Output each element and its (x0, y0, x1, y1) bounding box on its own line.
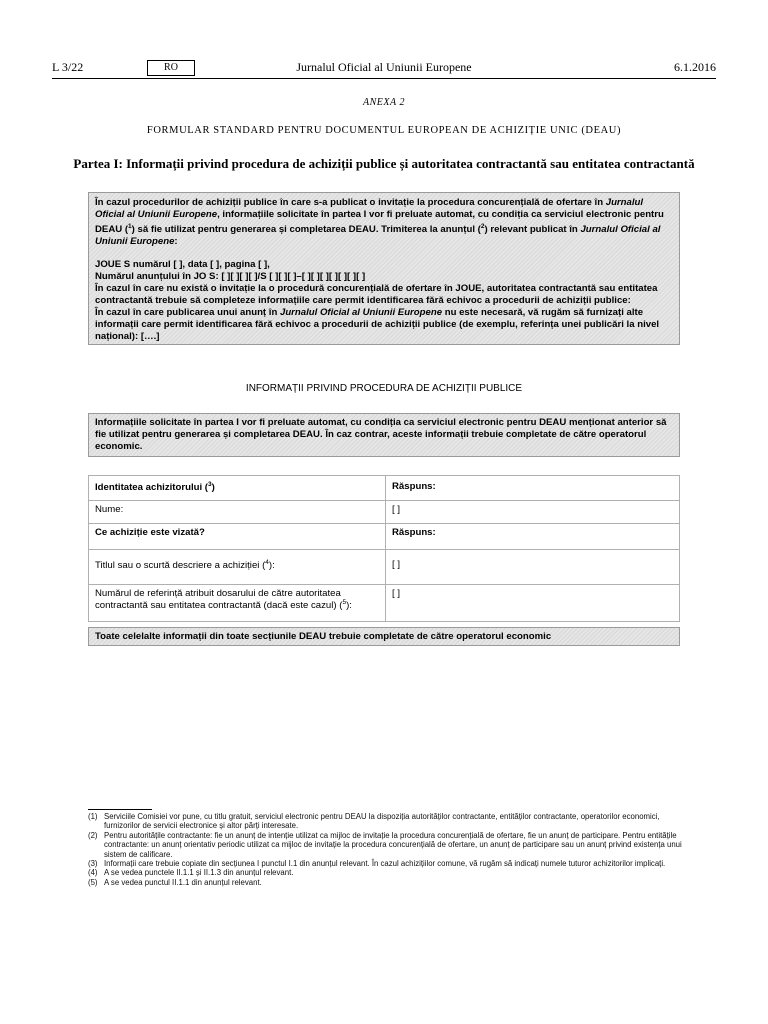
annex-label: ANEXA 2 (363, 97, 405, 108)
answer-header: Răspuns: (386, 524, 680, 550)
box1-intro: În cazul procedurilor de achiziții publice în care s-a publicat o invitație la procedura concurențială de ofertare în Jurnalul Oficial al Uniunii Europene, informațiile solicitate în partea I vor fi preluate automat, cu condiția ca serviciul electronic pentru DEAU ($^1$) să fie utilizat pentru generarea și completarea DEAU. Trimiterea la anunțul ($^2$) relevant publicat în Jurnalul Oficial al Uniunii Europene: (95, 197, 664, 248)
footnote: (2) Pentru autoritățile contractante: fie un anunț de intenție utilizat ca mijloc de invitație la procedura concurențială de ofertare, fie un anunț de participare. Pentru entitățile contractante: un anunț orientativ periodic utilizat ca mijloc de invitație la procedura concurențială de ofertare, un anunț de participare sau un anunț privind existența unui sistem de calificare. (88, 830, 682, 859)
form-title: FORMULAR STANDARD PENTRU DOCUMENTUL EUROPEAN DE ACHIZIȚIE UNIC (DEAU) (146, 125, 622, 136)
journal-title: Jurnalul Oficial al Uniunii Europene (296, 60, 472, 74)
joue-info-box (88, 192, 680, 345)
reference-number-label: Numărul de referință atribuit dosarului de către autoritatea contractantă sau entitatea contractantă (dacă este cazul) ($^5$): (89, 585, 386, 622)
procurement-subject-label: Ce achiziție este vizată? (89, 524, 386, 550)
table-row (89, 524, 680, 550)
page-reference: L 3/22 (52, 60, 84, 74)
table-row (89, 550, 680, 585)
language-badge: RO (147, 60, 195, 76)
name-label: Nume: (89, 501, 386, 524)
operator-completion-text: Toate celelalte informații din toate secțiunile DEAU trebuie completate de către operatorul economic (95, 631, 552, 642)
answer-header: Răspuns: (386, 476, 680, 501)
header-divider (52, 78, 716, 79)
title-description-label: Titlul sau o scurtă descriere a achiziției ($^4$): (89, 550, 386, 585)
joue-reference-line: JOUE S numărul [ ], data [ ], pagina [ ], (95, 259, 270, 271)
footnote: (1) Serviciile Comisiei vor pune, cu titlu gratuit, serviciul electronic pentru DEAU la dispoziția autorităților contractante, entităților contractante, operatorilor economici, furnizorilor de servicii electronice și altor părți interesate. (88, 812, 660, 831)
reference-answer-field[interactable]: [ ] (386, 585, 680, 622)
notice-number-line: Numărul anunțului în JO S: [ ][ ][ ][ ]/S [ ][ ][ ]–[ ][ ][ ][ ][ ][ ][ ] (95, 271, 366, 283)
section-title: INFORMAȚII PRIVIND PROCEDURA DE ACHIZIȚII PUBLICE (245, 383, 523, 394)
part-title: Partea I: Informații privind procedura de achiziții publice și autoritatea contractantă sau entitatea contractantă (73, 156, 695, 171)
no-invitation-paragraph: În cazul în care nu există o invitație la o procedură concurențială de ofertare în JOUE, autoritatea contractantă sau entitatea contractantă trebuie să completeze informațiile care permit identificarea fără echivoc a procedurii de achiziții publice: (95, 283, 658, 307)
publication-date: 6.1.2016 (674, 60, 716, 74)
auto-fill-notice-box (88, 413, 680, 457)
footnote: (5) A se vedea punctul II.1.1 din anunțul relevant. (88, 877, 262, 887)
footnote: (3) Informații care trebuie copiate din secțiunea I punctul I.1 din anunțul relevant. În cazul achizițiilor comune, vă rugăm să indicați numele tuturor achizitorilor implicați. (88, 859, 666, 869)
footnote-separator (88, 809, 152, 810)
name-answer-field[interactable]: [ ] (386, 501, 680, 524)
buyer-identity-label: Identitatea achizitorului ($^3$) (89, 476, 386, 501)
table-row (89, 476, 680, 501)
table-row (89, 501, 680, 524)
table-row (89, 585, 680, 622)
procurement-info-table (88, 475, 680, 622)
auto-fill-notice-text: Informațiile solicitate în partea I vor fi preluate automat, cu condiția ca serviciul electronic pentru DEAU menționat anterior să fie utilizat pentru generarea și completarea DEAU. În caz contrar, aceste informații trebuie completate de către operatorul economic. (95, 417, 667, 452)
no-publication-paragraph: În cazul în care publicarea unui anunț în Jurnalul Oficial al Uniunii Europene nu este necesară, vă rugăm să furnizați alte informații care permit identificarea fără echivoc a procedurii de achiziții publice (de exemplu, referința unei publicări la nivel național): [….] (95, 307, 660, 343)
title-answer-field[interactable]: [ ] (386, 550, 680, 585)
operator-completion-box (88, 627, 680, 646)
footnotes (88, 812, 682, 887)
footnote: (4) A se vedea punctele II.1.1 și II.1.3 din anunțul relevant. (88, 868, 294, 878)
